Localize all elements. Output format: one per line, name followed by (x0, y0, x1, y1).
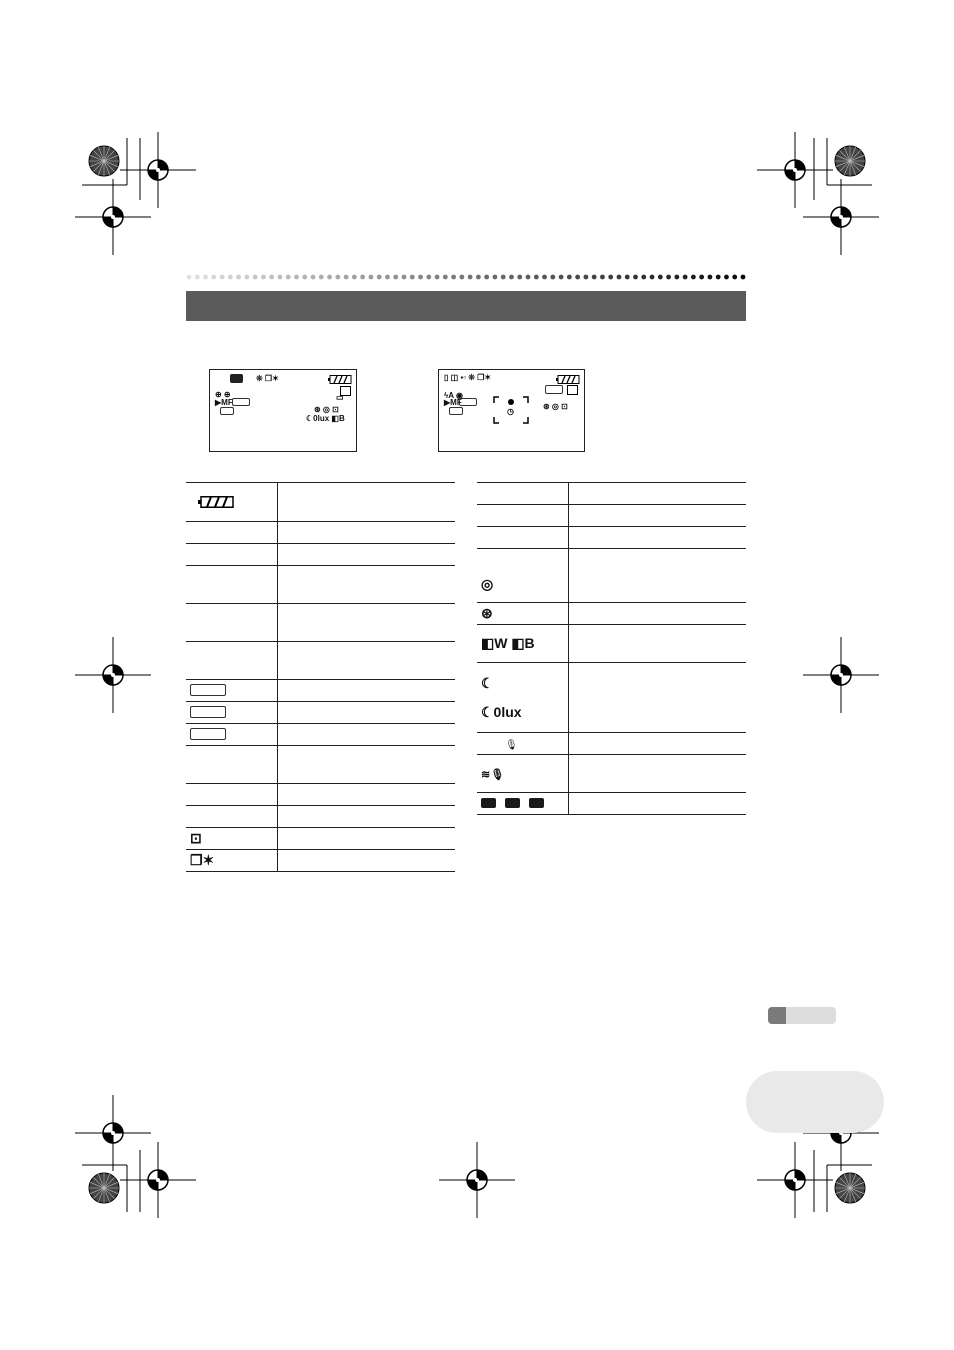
rule-dot (244, 275, 249, 280)
table-row (477, 663, 746, 733)
table-row (186, 850, 455, 872)
table-row (186, 806, 455, 828)
table-row (477, 505, 746, 527)
rule-dot (426, 275, 431, 280)
rule-dot (236, 275, 241, 280)
face-detection-icon: ◎ (481, 576, 494, 592)
rule-dot (666, 275, 671, 280)
table-row (186, 642, 455, 680)
rule-dot (261, 275, 266, 280)
lcd-row2-icons: ϟA ◉ (444, 391, 463, 400)
rule-dot (716, 275, 721, 280)
rule-dot (650, 275, 655, 280)
rule-dot (335, 275, 340, 280)
table-row (186, 544, 455, 566)
lcd-small-box (449, 407, 463, 415)
white-black-fade-icon: ◧W ◧B (481, 634, 535, 651)
lcd-display-photo (438, 369, 585, 452)
rule-dot (402, 275, 407, 280)
rule-dot (732, 275, 737, 280)
table-row (477, 483, 746, 505)
lcd-mf-label: ▶MF (444, 398, 462, 407)
rule-dot (708, 275, 713, 280)
table-row (477, 549, 746, 603)
indicator-table-right (477, 482, 746, 815)
rule-dot (410, 275, 415, 280)
rule-dot (344, 275, 349, 280)
rule-dot (476, 275, 481, 280)
rule-dot (393, 275, 398, 280)
battery-icon (556, 375, 580, 384)
rule-dot (699, 275, 704, 280)
rule-dot (369, 275, 374, 280)
rule-dot (526, 275, 531, 280)
battery-icon (328, 375, 352, 384)
microphone-icon: 🎙 (505, 739, 518, 751)
lcd-mf-box (459, 398, 477, 406)
table-row (477, 755, 746, 793)
rounded-box-icon (190, 684, 226, 696)
table-row (477, 603, 746, 625)
rule-dot (493, 275, 498, 280)
table-row (186, 566, 455, 604)
rule-dot (311, 275, 316, 280)
table-row (186, 784, 455, 806)
black-box-icon (505, 798, 520, 808)
rule-dot (385, 275, 390, 280)
section-title-bar (186, 291, 746, 321)
rule-dot (658, 275, 663, 280)
lcd-small-box (220, 407, 234, 415)
rule-dot (302, 275, 307, 280)
rule-dot (286, 275, 291, 280)
page-number-area (746, 1071, 884, 1133)
battery-icon (198, 496, 234, 508)
rule-dot (534, 275, 539, 280)
rule-dot (319, 275, 324, 280)
rule-dot (360, 275, 365, 280)
rule-dot (724, 275, 729, 280)
rule-dot (327, 275, 332, 280)
rule-dot (501, 275, 506, 280)
rule-dot (617, 275, 622, 280)
rule-dot (418, 275, 423, 280)
table-row (477, 527, 746, 549)
rule-dot (468, 275, 473, 280)
rule-dot (187, 275, 192, 280)
rule-dot (294, 275, 299, 280)
rule-dot (575, 275, 580, 280)
lcd-top-icons: ❊ ❐✶ (256, 374, 279, 383)
rule-dot (211, 275, 216, 280)
rule-dot (625, 275, 630, 280)
rule-dot (674, 275, 679, 280)
wind-noise-icon: ≋🎙 (481, 768, 505, 781)
table-row (186, 483, 455, 522)
lcd-bottom-icons: ☾0lux ◧B (306, 414, 345, 423)
zero-lux-icon: ☾0lux (481, 703, 522, 720)
rule-dot (451, 275, 456, 280)
black-box-icon (481, 798, 496, 808)
lcd-row2-icons: ⊕ ⊕ (215, 390, 231, 399)
rule-dot (269, 275, 274, 280)
table-row (186, 522, 455, 544)
rule-dot (352, 275, 357, 280)
lcd-right-stack-icons: ▭ (336, 393, 344, 402)
rule-dot (691, 275, 696, 280)
lcd-display-video (209, 369, 357, 452)
dotted-rule (186, 273, 746, 281)
table-row (186, 680, 455, 702)
table-row (186, 702, 455, 724)
night-mode-icon: ☾ (481, 674, 494, 691)
soft-skin-icon: ⊛ (481, 604, 493, 621)
rule-dot (542, 275, 547, 280)
rule-dot (228, 275, 233, 280)
rule-dot (517, 275, 522, 280)
lcd-mid-icons: ⊛ ◎ ⊡ (314, 405, 339, 414)
rule-dot (600, 275, 605, 280)
lcd-mf-box (232, 398, 250, 406)
rule-dot (592, 275, 597, 280)
indicator-table-left (186, 482, 455, 872)
rule-dot (459, 275, 464, 280)
self-timer-icon: ◷ (507, 407, 514, 416)
section-tab-marker (768, 1007, 786, 1024)
rule-dot (278, 275, 283, 280)
rule-dot (550, 275, 555, 280)
rule-dot (443, 275, 448, 280)
rule-dot (641, 275, 646, 280)
rule-dot (633, 275, 638, 280)
rule-dot (203, 275, 208, 280)
rule-dot (377, 275, 382, 280)
rule-dot (583, 275, 588, 280)
table-row (477, 733, 746, 755)
rule-dot (195, 275, 200, 280)
lcd-mid-icons: ⊛ ◎ ⊡ (543, 402, 568, 411)
table-row (186, 724, 455, 746)
backlight-icon: ❐✶ (190, 851, 215, 868)
rounded-box-icon (190, 706, 226, 718)
rule-dot (741, 275, 746, 280)
rule-dot (683, 275, 688, 280)
rounded-box-icon (190, 728, 226, 740)
rule-dot (220, 275, 225, 280)
table-row (186, 604, 455, 642)
rule-dot (509, 275, 514, 280)
table-row (186, 746, 455, 784)
table-row (477, 793, 746, 815)
table-row (186, 828, 455, 850)
black-box-icon (529, 798, 544, 808)
rule-dot (435, 275, 440, 280)
portrait-mode-icon: ⊡ (190, 829, 202, 846)
mode-block-icon (230, 374, 243, 383)
rule-dot (253, 275, 258, 280)
lcd-mf-label: ▶MF (215, 398, 233, 407)
lcd-top-icons: ▯ ◫ ▪▫ ❊ ❐✶ (444, 373, 492, 382)
rule-dot (567, 275, 572, 280)
lcd-size-box (545, 385, 563, 394)
rule-dot (484, 275, 489, 280)
rule-dot (608, 275, 613, 280)
portrait-box-icon (567, 385, 578, 395)
rule-dot (559, 275, 564, 280)
table-row (477, 625, 746, 663)
black-boxes-icon (477, 793, 568, 815)
